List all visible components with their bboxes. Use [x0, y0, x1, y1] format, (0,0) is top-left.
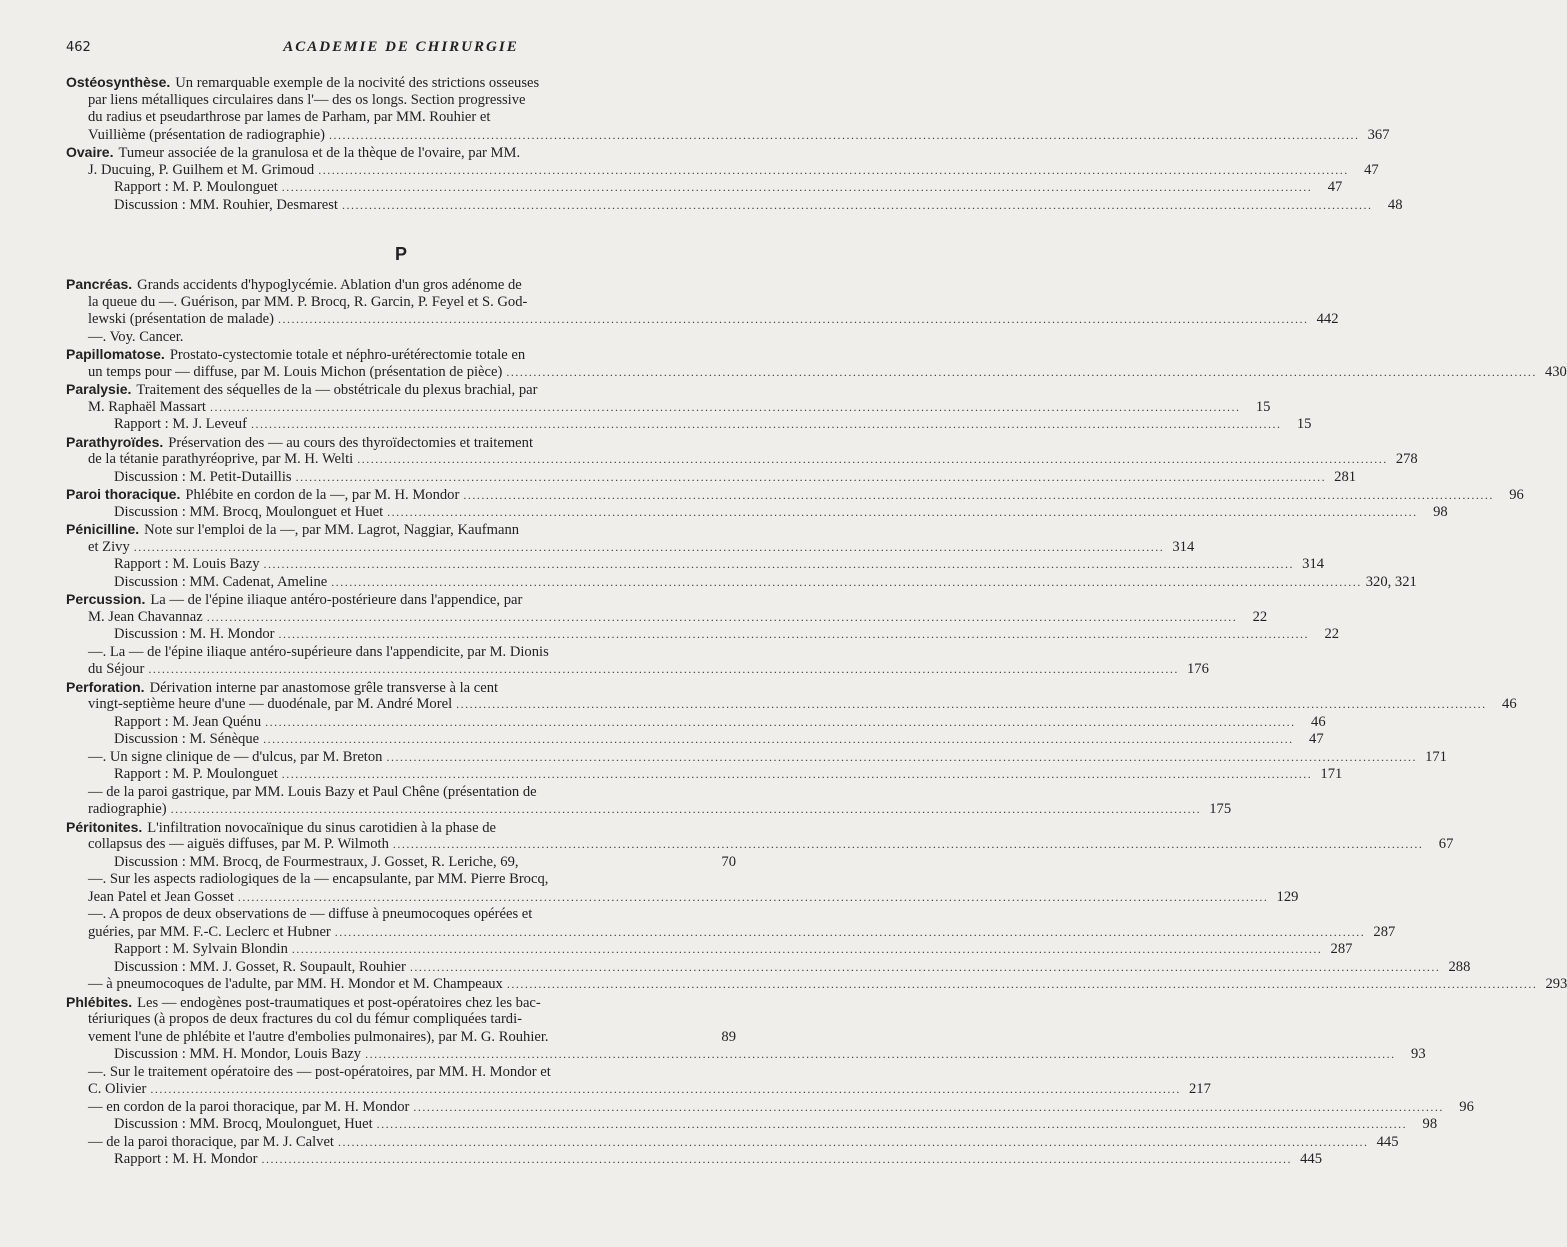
index-text: par liens métalliques circulaires dans l'— des os longs. Section progressive: [88, 91, 526, 108]
page-reference: 278: [1395, 451, 1418, 467]
dot-leader: [296, 469, 1327, 487]
page-reference: 96: [1509, 487, 1524, 503]
index-line: [66, 766, 1343, 784]
index-text: —. Sur les aspects radiologiques de la — encapsulante, par MM. Pierre Brocq,: [88, 871, 549, 887]
index-line: [66, 1133, 1399, 1152]
index-line: [66, 556, 1325, 574]
dot-leader: [279, 626, 1310, 644]
index-keyword: Papillomatose.: [66, 346, 165, 362]
page-reference: 47: [1364, 161, 1379, 178]
index-text: Phlébite en cordon de la —, par M. H. Mondor: [185, 487, 460, 503]
index-text: de la tétanie parathyréoprive, par M. H. Welti: [88, 451, 354, 467]
index-text: M. Raphaël Massart: [88, 398, 206, 415]
index-text: Rapport : M. H. Mondor: [114, 1151, 258, 1167]
index-text: Dérivation interne par anastomose grêle transverse à la cent: [149, 679, 499, 696]
page-reference: 15: [1296, 416, 1312, 432]
index-text: Vuillième (présentation de radiographie): [88, 126, 325, 143]
page-reference: 320, 321: [1365, 573, 1417, 590]
index-text: Note sur l'emploi de la —, par MM. Lagrot, Naggiar, Kaufmann: [144, 522, 520, 538]
index-line: [66, 329, 736, 347]
index-text: Rapport : M. Sylvain Blondin: [114, 941, 288, 957]
page-reference: 98: [1433, 503, 1448, 520]
index-line: [66, 819, 736, 837]
index-line: [66, 713, 1326, 732]
index-text: lewski (présentation de malade): [88, 311, 274, 327]
index-line: [66, 836, 1454, 854]
index-line: [66, 1064, 736, 1082]
page-reference: 217: [1188, 1081, 1211, 1097]
page-reference: 22: [1252, 608, 1268, 625]
dot-leader: [338, 1134, 1369, 1152]
dot-leader: [377, 1116, 1408, 1134]
index-line: [66, 1046, 1426, 1064]
page-reference: 175: [1209, 801, 1232, 817]
page-reference: 93: [1411, 1046, 1426, 1062]
index-keyword: Pénicilline.: [66, 521, 140, 537]
index-text: Rapport : M. P. Moulonguet: [114, 766, 278, 782]
index-text: —. Voy. Cancer.: [88, 328, 184, 345]
index-text: — de la paroi thoracique, par M. J. Calvet: [88, 1133, 334, 1150]
index-line: [66, 591, 736, 609]
index-line: [66, 1151, 1323, 1169]
index-line: [66, 486, 1524, 504]
page-reference: 89: [721, 1028, 736, 1045]
index-line: [66, 608, 1268, 627]
index-text: Discussion : M. Sénèque: [114, 731, 260, 747]
dot-leader: [150, 1081, 1181, 1099]
index-line: [66, 126, 1390, 145]
index-keyword: Parathyroïdes.: [66, 433, 164, 450]
index-text: radiographie): [88, 801, 167, 817]
dot-leader: [410, 959, 1441, 977]
index-text: —. La — de l'épine iliaque antéro-supérieure dans l'appendicite, par M. Dionis: [88, 643, 549, 660]
index-line: [66, 538, 1195, 557]
index-line: [66, 696, 1517, 714]
dot-leader: [456, 696, 1487, 714]
index-line: [66, 906, 736, 924]
index-line: [66, 801, 1232, 819]
dot-leader: [251, 416, 1282, 434]
index-line: [66, 626, 1340, 644]
dot-leader: [238, 889, 1269, 907]
index-keyword: Perforation.: [66, 678, 145, 695]
index-line: [66, 976, 1567, 994]
page-reference: 129: [1276, 888, 1299, 905]
dot-leader: [282, 766, 1313, 784]
index-line: [66, 144, 736, 162]
index-text: J. Ducuing, P. Guilhem et M. Grimoud: [88, 161, 315, 178]
page-reference: 176: [1186, 661, 1209, 677]
index-line: [66, 1098, 1474, 1117]
dot-leader: [386, 749, 1417, 767]
index-text: C. Olivier: [88, 1081, 147, 1097]
page-reference: 445: [1376, 1133, 1399, 1150]
dot-leader: [365, 1046, 1396, 1064]
index-text: —. A propos de deux observations de — diffuse à pneumocoques opérées et: [88, 906, 533, 922]
index-text: Grands accidents d'hypoglycémie. Ablation d'un gros adénome de: [137, 277, 522, 293]
page-reference: 96: [1459, 1098, 1474, 1115]
dot-leader: [357, 451, 1388, 469]
index-entries-top: [66, 74, 1403, 214]
index-line: [66, 196, 1403, 215]
index-text: — à pneumocoques de l'adulte, par MM. H. Mondor et M. Champeaux: [88, 976, 503, 992]
dot-leader: [171, 801, 1202, 819]
index-keyword: Paralysie.: [66, 381, 132, 397]
index-text: Discussion : MM. Cadenat, Ameline: [114, 573, 328, 590]
index-line: [66, 1029, 736, 1047]
index-text: L'infiltration novocaïnique du sinus carotidien à la phase de: [147, 819, 496, 836]
page-reference: 314: [1302, 556, 1325, 572]
section-letter: P: [394, 244, 407, 264]
dot-leader: [292, 941, 1323, 959]
index-line: [66, 994, 736, 1012]
index-text: Discussion : MM. H. Mondor, Louis Bazy: [114, 1046, 362, 1062]
index-line: [66, 311, 1339, 329]
index-text: M. Jean Chavannaz: [88, 608, 203, 625]
page-reference: 430: [1544, 363, 1567, 380]
index-line: [66, 468, 1357, 487]
index-text: Les — endogènes post-traumatiques et post-opératoires chez les bac-: [137, 994, 541, 1011]
index-text: Préservation des — au cours des thyroïdectomies et traitement: [168, 434, 534, 451]
index-text: Tumeur associée de la granulosa et de la thèque de l'ovaire, par MM.: [118, 145, 521, 161]
page-reference: 46: [1311, 713, 1326, 730]
page-reference: 67: [1438, 836, 1454, 852]
dot-leader: [278, 311, 1309, 329]
page-reference: 70: [721, 853, 736, 870]
index-line: [66, 179, 1343, 197]
page-reference: 287: [1330, 941, 1353, 957]
dot-leader: [134, 539, 1165, 557]
page-reference: 445: [1300, 1151, 1323, 1167]
index-line: [66, 854, 736, 872]
index-text: vement l'une de phlébite et l'autre d'embolies pulmonaires), par M. G. Rouhier.: [88, 1028, 549, 1045]
index-line: [66, 941, 1353, 959]
index-line: [66, 1081, 1211, 1099]
index-line: [66, 451, 1418, 469]
page-reference: 287: [1373, 923, 1396, 940]
index-line: [66, 871, 736, 889]
dot-leader: [335, 924, 1366, 942]
index-line: [66, 161, 1379, 180]
index-line: [66, 661, 1209, 679]
running-header: [66, 40, 736, 62]
index-text: Prostato-cystectomie totale et néphro-urétérectomie totale en: [169, 347, 526, 363]
index-line: [66, 784, 736, 802]
index-line: [66, 1116, 1438, 1134]
dot-leader: [262, 1151, 1293, 1169]
dot-leader: [393, 836, 1424, 854]
index-text: La — de l'épine iliaque antéro-postérieure dans l'appendice, par: [150, 592, 523, 608]
index-keyword: Ostéosynthèse.: [66, 74, 171, 90]
index-text: collapsus des — aiguës diffuses, par M. P. Wilmoth: [88, 836, 389, 852]
page-reference: 98: [1422, 1116, 1438, 1132]
index-keyword: Percussion.: [66, 591, 146, 607]
index-text: Rapport : M. Louis Bazy: [114, 556, 260, 572]
index-line: [66, 1011, 736, 1029]
index-text: Discussion : MM. J. Gosset, R. Soupault, Rouhier: [114, 958, 406, 975]
page-reference: 47: [1309, 731, 1324, 747]
page-number: 462: [66, 40, 91, 55]
index-text: vingt-septième heure d'une — duodénale, par M. André Morel: [88, 696, 453, 712]
dot-leader: [506, 364, 1537, 382]
dot-leader: [463, 487, 1494, 505]
index-text: — en cordon de la paroi thoracique, par M. H. Mondor: [88, 1098, 410, 1115]
page-reference: 293: [1545, 976, 1567, 992]
journal-title: ACADEMIE DE CHIRURGIE: [283, 39, 519, 55]
index-text: du Séjour: [88, 661, 145, 677]
index-line: [66, 276, 736, 294]
index-keyword: Péritonites.: [66, 818, 143, 835]
dot-leader: [507, 976, 1538, 994]
index-text: tériuriques (à propos de deux fractures du col du fémur compliquées tardi-: [88, 1011, 523, 1027]
dot-leader: [282, 179, 1313, 197]
index-line: [66, 434, 736, 452]
index-text: — de la paroi gastrique, par MM. Louis Bazy et Paul Chêne (présentation de: [88, 783, 537, 800]
index-line: [66, 923, 1396, 942]
page-reference: 15: [1255, 398, 1271, 415]
dot-leader: [210, 399, 1241, 417]
page-reference: 48: [1387, 196, 1403, 213]
page-reference: 22: [1324, 626, 1340, 642]
dot-leader: [387, 504, 1418, 522]
index-line: [66, 346, 736, 364]
index-line: [66, 74, 736, 92]
index-text: Discussion : MM. Rouhier, Desmarest: [114, 196, 338, 213]
page-reference: 442: [1316, 311, 1339, 327]
index-line: [66, 503, 1448, 522]
index-line: [66, 731, 1324, 749]
index-keyword: Phlébites.: [66, 993, 133, 1010]
index-text: Discussion : M. Petit-Dutaillis: [114, 468, 292, 485]
dot-leader: [413, 1099, 1444, 1117]
index-line: [66, 521, 736, 539]
index-text: Un remarquable exemple de la nocivité des strictions osseuses: [175, 75, 540, 91]
page-reference: 288: [1448, 958, 1471, 975]
index-line: [66, 381, 736, 399]
dot-leader: [342, 197, 1373, 215]
index-line: [66, 679, 736, 697]
page-reference: 367: [1367, 126, 1390, 143]
page-reference: 281: [1334, 468, 1357, 485]
index-line: [66, 294, 736, 312]
index-line: [66, 109, 736, 127]
index-keyword: Ovaire.: [66, 144, 114, 160]
index-line: [66, 748, 1447, 767]
index-line: [66, 644, 736, 662]
page-reference: 47: [1327, 179, 1343, 195]
index-line: [66, 888, 1299, 907]
index-text: Traitement des séquelles de la — obstétricale du plexus brachial, par: [136, 382, 538, 398]
dot-leader: [265, 714, 1296, 732]
dot-leader: [331, 574, 1362, 592]
index-line: [66, 363, 1567, 382]
index-text: Discussion : MM. Brocq, Moulonguet et Huet: [114, 503, 384, 520]
index-line: [66, 398, 1271, 417]
index-line: [66, 416, 1312, 434]
index-text: Discussion : M. H. Mondor: [114, 626, 275, 642]
dot-leader: [148, 661, 1179, 679]
index-line: [66, 573, 1417, 592]
index-text: Jean Patel et Jean Gosset: [88, 888, 234, 905]
page-reference: 171: [1320, 766, 1343, 782]
index-text: un temps pour — diffuse, par M. Louis Michon (présentation de pièce): [88, 363, 503, 380]
index-text: la queue du —. Guérison, par MM. P. Brocq, R. Garcin, P. Feyel et S. God-: [88, 293, 528, 310]
index-text: Rapport : M. P. Moulonguet: [114, 179, 278, 195]
index-text: Discussion : MM. Brocq, Moulonguet, Huet: [114, 1116, 373, 1132]
index-keyword: Paroi thoracique.: [66, 486, 181, 502]
page-reference: 171: [1425, 748, 1447, 765]
index-entries-p: [66, 276, 1567, 1169]
dot-leader: [207, 609, 1238, 627]
index-text: —. Sur le traitement opératoire des — post-opératoires, par MM. H. Mondor et: [88, 1063, 551, 1080]
index-keyword: Pancréas.: [66, 276, 133, 292]
index-line: [66, 92, 736, 110]
dot-leader: [329, 127, 1360, 145]
index-text: du radius et pseudarthrose par lames de Parham, par MM. Rouhier et: [88, 109, 491, 125]
index-text: guéries, par MM. F.-C. Leclerc et Hubner: [88, 923, 331, 940]
page-reference: 314: [1172, 538, 1195, 555]
index-text: Discussion : MM. Brocq, de Fourmestraux, J. Gosset, R. Leriche, 69,: [114, 853, 519, 870]
index-text: et Zivy: [88, 538, 130, 555]
page-reference: 46: [1502, 696, 1517, 712]
dot-leader: [263, 731, 1294, 749]
index-text: Rapport : M. Jean Quénu: [114, 713, 262, 730]
index-line: [66, 958, 1471, 977]
index-text: —. Un signe clinique de — d'ulcus, par M. Breton: [88, 748, 383, 765]
dot-leader: [318, 162, 1349, 180]
dot-leader: [264, 556, 1295, 574]
index-text: Rapport : M. J. Leveuf: [114, 416, 247, 432]
